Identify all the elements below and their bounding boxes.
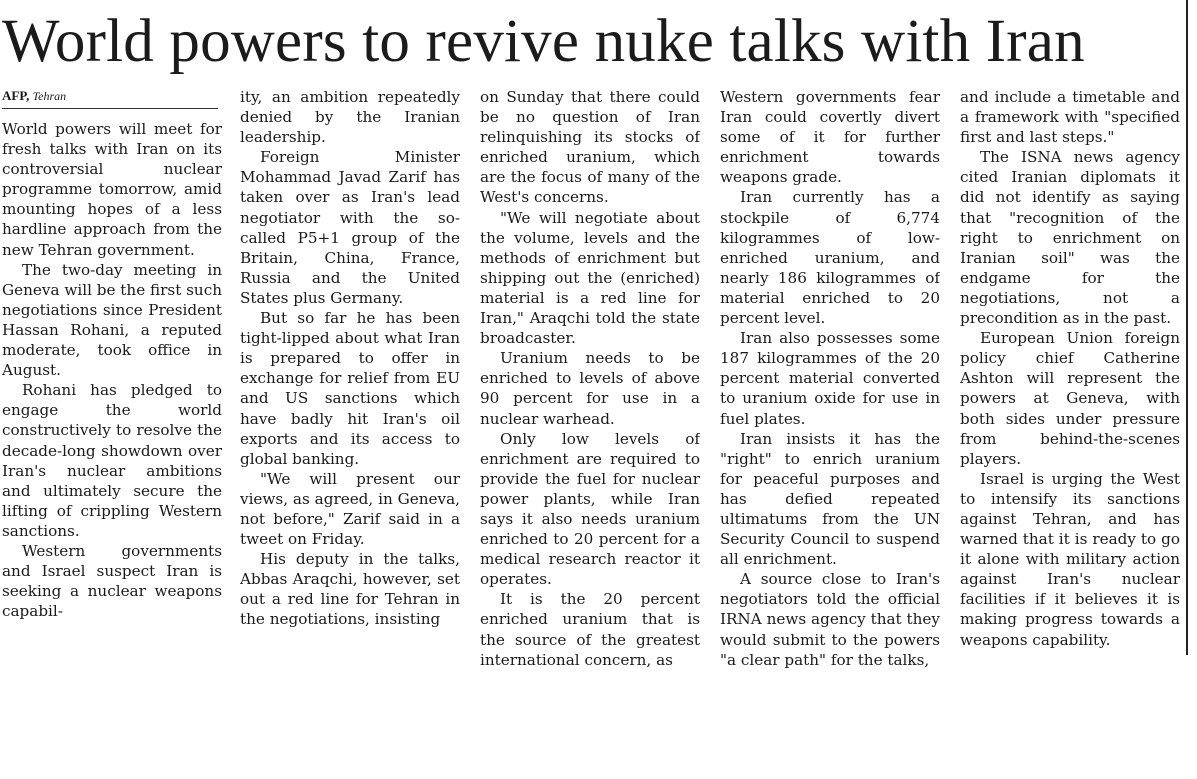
article-column-2 <box>240 87 460 747</box>
paragraph: ity, an ambition repeatedly denied by the Iranian leadership. <box>240 88 460 147</box>
page-edge-rule <box>1186 0 1188 655</box>
paragraph: European Union foreign policy chief Catherine Ashton will represent the powers at Geneva, with both sides under pressure from behind-the-scenes players. <box>960 329 1180 468</box>
paragraph: and include a timetable and a framework with "specified first and last steps." <box>960 88 1180 147</box>
paragraph: on Sunday that there could be no question of Iran relinquishing its stocks of enriched uranium, which are the focus of many of the West's concerns. <box>480 88 700 207</box>
paragraph: Iran insists it has the "right" to enrich uranium for peaceful purposes and has defied repeated ultimatums from the UN Security Council to suspend all enrichment. <box>720 429 940 569</box>
byline-city: Tehran <box>32 89 67 103</box>
paragraph: Western governments fear Iran could covertly divert some of it for further enrichment towards weapons grade. <box>720 88 940 187</box>
byline-agency: AFP, <box>2 88 30 103</box>
article-column-5 <box>960 87 1180 747</box>
paragraph: It is the 20 percent enriched uranium that is the source of the greatest international concern, as <box>480 590 700 669</box>
paragraph: Israel is urging the West to intensify its sanctions against Tehran, and has warned that it is ready to go it alone with military action against Iran's nuclear facilities if it believes it is making progress towards a weapons capability. <box>960 469 1180 649</box>
paragraph: "We will present our views, as agreed, in Geneva, not before," Zarif said in a tweet on Friday. <box>240 469 460 549</box>
paragraph: Western governments and Israel suspect Iran is seeking a nuclear weapons capabil- <box>2 541 222 621</box>
paragraph: His deputy in the talks, Abbas Araqchi, however, set out a red line for Tehran in the negotiations, insisting <box>240 550 460 629</box>
article-column-4 <box>720 87 940 747</box>
paragraph: World powers will meet for fresh talks with Iran on its controversial nuclear programme tomorrow, amid mounting hopes of a less hardline approach from the new Tehran government. <box>2 120 222 259</box>
paragraph: Only low levels of enrichment are required to provide the fuel for nuclear power plants, while Iran says it also needs uranium enriched to 20 percent for a medical research reactor it operates. <box>480 429 700 589</box>
headline: World powers to revive nuke talks with Iran <box>2 8 1085 75</box>
byline <box>2 86 218 109</box>
paragraph: A source close to Iran's negotiators told the official IRNA news agency that they would submit to the powers "a clear path" for the talks, <box>720 570 940 669</box>
paragraph: Iran also possesses some 187 kilogrammes of the 20 percent material converted to uranium oxide for use in fuel plates. <box>720 329 940 428</box>
paragraph: Uranium needs to be enriched to levels of above 90 percent for use in a nuclear warhead. <box>480 349 700 428</box>
paragraph: The ISNA news agency cited Iranian diplomats it did not identify as saying that "recognition of the right to enrichment on Iranian soil" was the endgame for the negotiations, not a precondition as in the past. <box>960 148 1180 328</box>
paragraph: Foreign Minister Mohammad Javad Zarif has taken over as Iran's lead negotiator with the so-called P5+1 group of the Britain, China, France, Russia and the United States plus Germany. <box>240 148 460 307</box>
paragraph: Iran currently has a stockpile of 6,774 kilogrammes of low-enriched uranium, and nearly 186 kilogrammes of material enriched to 20 percent level. <box>720 188 940 328</box>
paragraph: Rohani has pledged to engage the world constructively to resolve the decade-long showdown over Iran's nuclear ambitions and ultimately secure the lifting of crippling Western sanctions. <box>2 381 222 540</box>
paragraph: The two-day meeting in Geneva will be the first such negotiations since President Hassan Rohani, a reputed moderate, took office in August. <box>2 260 222 380</box>
article-column-3 <box>480 87 700 747</box>
article-column-1 <box>2 119 222 779</box>
paragraph: But so far he has been tight-lipped about what Iran is prepared to offer in exchange for relief from EU and US sanctions which have badly hit Iran's oil exports and its access to global banking. <box>240 309 460 468</box>
paragraph: "We will negotiate about the volume, levels and the methods of enrichment but shipping out the (enriched) material is a red line for Iran," Araqchi told the state broadcaster. <box>480 208 700 348</box>
